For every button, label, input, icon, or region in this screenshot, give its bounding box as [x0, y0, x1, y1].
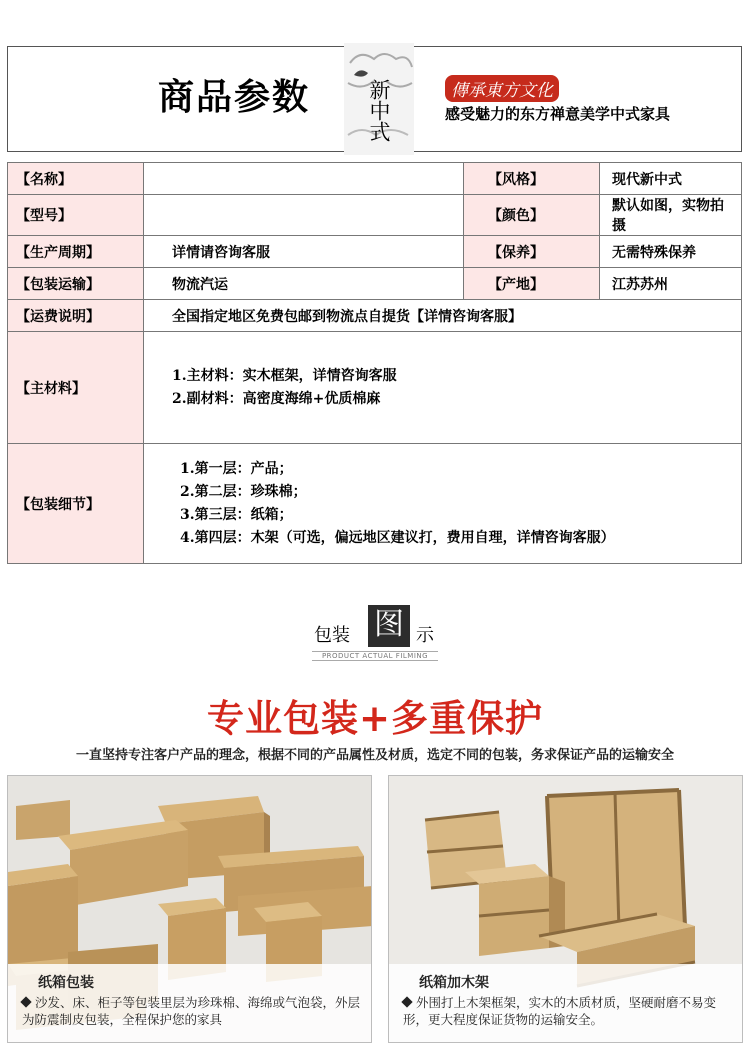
crate-caption-text: [403, 994, 734, 1028]
promo-tagline: 一直坚持专注客户产品的理念，根据不同的产品属性及材质，选定不同的包装，务求保证产品的运输安全: [75, 748, 674, 763]
crate-caption-body: 外围打上木架框架，实木的木质材质，坚硬耐磨不易变形，更大程度保证货物的运输安全。: [403, 995, 717, 1027]
carton-caption-text: [22, 994, 363, 1028]
table-row: [8, 444, 742, 564]
name-label: 【名称】: [8, 163, 144, 195]
section-title-box: 图: [368, 605, 410, 647]
material-line: 2.副材料：高密度海绵+优质棉麻: [172, 390, 381, 407]
section-title-right: 示: [416, 625, 434, 646]
model-value: [144, 195, 464, 236]
pack-line: 3.第三层：纸箱；: [180, 506, 293, 523]
culture-badge: 傳承東方文化: [445, 75, 559, 102]
ship-value: 物流汽运: [144, 268, 464, 300]
pack-line: 4.第四层：木架（可选，偏远地区建议打，费用自理，详情咨询客服）: [180, 529, 615, 546]
crate-photo-panel: [388, 775, 743, 1043]
params-table: [7, 162, 742, 564]
table-row: [8, 236, 742, 268]
care-label: 【保养】: [464, 236, 600, 268]
freight-label: 【运费说明】: [8, 300, 144, 332]
table-row: [8, 332, 742, 444]
crate-caption: [389, 964, 742, 1042]
material-value: [144, 332, 742, 444]
promo-headline: 专业包装+多重保护: [206, 697, 543, 740]
carton-caption-title: 纸箱包装: [38, 975, 94, 991]
section-title: [310, 605, 440, 663]
pack-line: 2.第二层：珍珠棉；: [180, 483, 307, 500]
style-label: 【风格】: [464, 163, 600, 195]
care-value: 无需特殊保养: [600, 236, 742, 268]
emblem-text: 新中式: [367, 79, 391, 142]
table-row: [8, 268, 742, 300]
page-title: 商品参数: [158, 76, 311, 118]
freight-value: 全国指定地区免费包邮到物流点自提货【详情咨询客服】: [144, 300, 742, 332]
name-value: [144, 163, 464, 195]
pack-line: 1.第一层：产品；: [180, 460, 293, 477]
table-row: [8, 195, 742, 236]
origin-label: 【产地】: [464, 268, 600, 300]
diamond-bullet-icon: [401, 996, 412, 1007]
pack-label: 【包装细节】: [8, 444, 144, 564]
pack-value: [144, 444, 742, 564]
origin-value: 江苏苏州: [600, 268, 742, 300]
diamond-bullet-icon: [20, 996, 31, 1007]
material-label: 【主材料】: [8, 332, 144, 444]
section-title-left: 包装: [314, 625, 350, 646]
color-value: 默认如图，实物拍摄: [600, 195, 742, 236]
carton-caption-body: 沙发、床、柜子等包装里层为珍珠棉、海绵或气泡袋，外层为防震制皮包装，全程保护您的家具: [22, 995, 361, 1027]
carton-photo-panel: [7, 775, 372, 1043]
material-line: 1.主材料：实木框架，详情咨询客服: [172, 367, 397, 384]
color-label: 【颜色】: [464, 195, 600, 236]
cycle-label: 【生产周期】: [8, 236, 144, 268]
carton-caption: [8, 964, 371, 1042]
header-banner: [7, 46, 742, 152]
model-label: 【型号】: [8, 195, 144, 236]
ship-label: 【包装运输】: [8, 268, 144, 300]
crate-caption-title: 纸箱加木架: [419, 975, 489, 991]
header-subtitle: 感受魅力的东方禅意美学中式家具: [445, 105, 671, 123]
section-subtitle-en: PRODUCT ACTUAL FILMING: [312, 651, 438, 661]
table-row: [8, 300, 742, 332]
style-value: 现代新中式: [600, 163, 742, 195]
cycle-value: 详情请咨询客服: [144, 236, 464, 268]
table-row: [8, 163, 742, 195]
